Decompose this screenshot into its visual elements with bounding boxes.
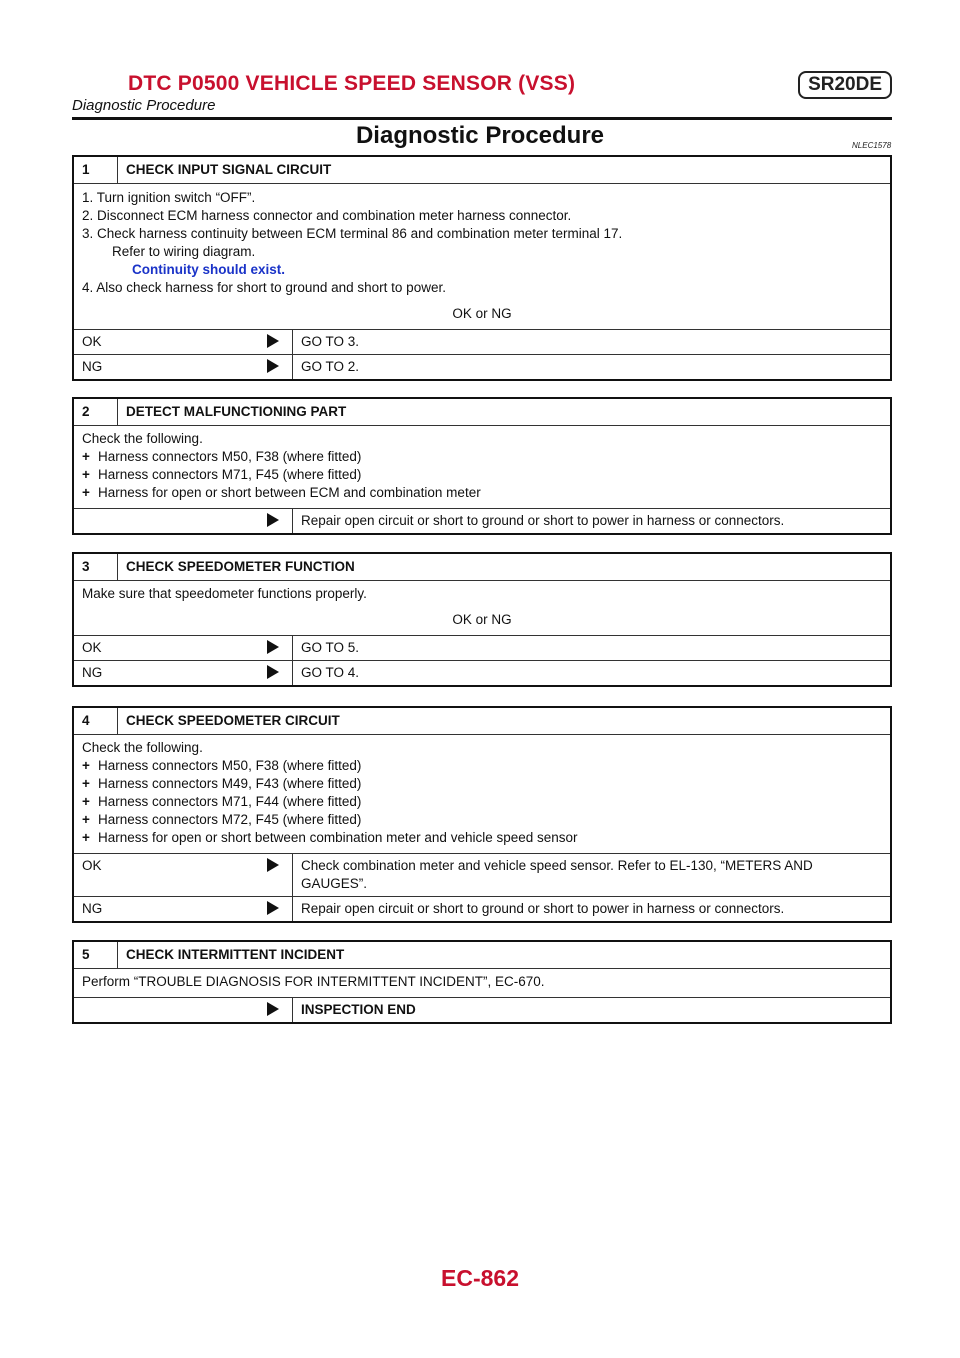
instruction-line: 1. Turn ignition switch “OFF”.: [82, 190, 256, 205]
step-instructions: [74, 184, 890, 330]
result-condition: NG: [82, 901, 103, 916]
step-number: 3: [74, 554, 118, 580]
bullet-text: Harness connectors M50, F38 (where fitted): [98, 758, 362, 773]
step-header: [74, 708, 890, 735]
result-action: Repair open circuit or short to ground or short to power in harness or connectors.: [292, 509, 890, 533]
result-row: [74, 355, 890, 379]
result-action: Check combination meter and vehicle speed sensor. Refer to EL-130, “METERS AND GAUGES”.: [292, 854, 890, 896]
result-row: [74, 998, 890, 1022]
bullet-icon: +: [82, 776, 90, 791]
result-row: [74, 330, 890, 355]
header-title: DTC P0500 VEHICLE SPEED SENSOR (VSS): [128, 72, 576, 95]
step-title: CHECK SPEEDOMETER FUNCTION: [126, 559, 355, 574]
step-number: 1: [74, 157, 118, 183]
bullet-text: Harness for open or short between ECM and combination meter: [98, 485, 481, 500]
arrow-right-icon: [254, 661, 292, 685]
step-instructions: [74, 735, 890, 854]
step-header: [74, 157, 890, 184]
header-subtitle: Diagnostic Procedure: [72, 97, 216, 114]
page-title: Diagnostic Procedure: [355, 122, 605, 149]
result-condition: [74, 998, 254, 1022]
result-row: [74, 661, 890, 685]
arrow-right-icon: [254, 854, 292, 896]
bullet-item: [82, 829, 882, 847]
bullet-item: [82, 811, 882, 829]
bullet-item: [82, 448, 882, 466]
step-header: [74, 399, 890, 426]
result-condition: [74, 509, 254, 533]
result-action: GO TO 4.: [292, 661, 890, 685]
result-condition: NG: [82, 359, 103, 374]
step-3-table: [72, 552, 892, 687]
bullet-text: Harness connectors M72, F45 (where fitted): [98, 812, 362, 827]
bullet-text: Harness connectors M71, F44 (where fitted): [98, 794, 362, 809]
result-action: GO TO 2.: [292, 355, 890, 379]
step-title: CHECK SPEEDOMETER CIRCUIT: [126, 713, 340, 728]
step-2-table: [72, 397, 892, 535]
result-action: GO TO 5.: [292, 636, 890, 660]
step-number: 4: [74, 708, 118, 734]
engine-badge: SR20DE: [798, 71, 892, 99]
step-instructions: [74, 581, 890, 636]
arrow-right-icon: [254, 998, 292, 1022]
result-label: OK or NG: [452, 612, 512, 627]
step-number: 2: [74, 399, 118, 425]
bullet-icon: +: [82, 812, 90, 827]
bullet-icon: +: [82, 758, 90, 773]
bullet-icon: +: [82, 485, 90, 500]
header-divider: [72, 117, 892, 120]
bullet-item: [82, 775, 882, 793]
result-condition: OK: [82, 334, 102, 349]
result-label: OK or NG: [452, 306, 512, 321]
bullet-icon: +: [82, 467, 90, 482]
result-row: [74, 897, 890, 921]
bullet-text: Harness connectors M71, F45 (where fitted): [98, 467, 362, 482]
arrow-right-icon: [254, 509, 292, 533]
bullet-text: Harness for open or short between combination meter and vehicle speed sensor: [98, 830, 578, 845]
step-5-table: [72, 940, 892, 1024]
specification-text: Continuity should exist.: [132, 262, 286, 277]
instruction-line: Check the following.: [82, 431, 203, 446]
page-reference-code: NLEC1578: [852, 141, 892, 150]
step-instructions: [74, 969, 890, 998]
bullet-item: [82, 484, 882, 502]
bullet-icon: +: [82, 449, 90, 464]
bullet-item: [82, 466, 882, 484]
arrow-right-icon: [254, 355, 292, 379]
result-condition: OK: [82, 640, 102, 655]
step-header: [74, 554, 890, 581]
bullet-item: [82, 757, 882, 775]
step-header: [74, 942, 890, 969]
bullet-text: Harness connectors M49, F43 (where fitted): [98, 776, 362, 791]
result-row: [74, 636, 890, 661]
bullet-item: [82, 793, 882, 811]
step-title: CHECK INPUT SIGNAL CIRCUIT: [126, 162, 332, 177]
result-row: [74, 509, 890, 533]
step-number: 5: [74, 942, 118, 968]
result-row: [74, 854, 890, 897]
step-instructions: [74, 426, 890, 509]
step-1-table: [72, 155, 892, 381]
bullet-text: Harness connectors M50, F38 (where fitted): [98, 449, 362, 464]
result-action: GO TO 3.: [292, 330, 890, 354]
arrow-right-icon: [254, 897, 292, 921]
instruction-line: 4. Also check harness for short to ground and short to power.: [82, 280, 446, 295]
instruction-line: 3. Check harness continuity between ECM terminal 86 and combination meter terminal 17.: [82, 226, 623, 241]
arrow-right-icon: [254, 330, 292, 354]
step-title: DETECT MALFUNCTIONING PART: [126, 404, 347, 419]
arrow-right-icon: [254, 636, 292, 660]
instruction-line: Check the following.: [82, 740, 203, 755]
step-title: CHECK INTERMITTENT INCIDENT: [126, 947, 345, 962]
instruction-line: Refer to wiring diagram.: [112, 244, 256, 259]
result-condition: NG: [82, 665, 103, 680]
step-4-table: [72, 706, 892, 923]
instruction-line: Make sure that speedometer functions properly.: [82, 586, 367, 601]
result-action: Repair open circuit or short to ground or short to power in harness or connectors.: [292, 897, 890, 921]
instruction-line: Perform “TROUBLE DIAGNOSIS FOR INTERMITTENT INCIDENT”, EC-670.: [82, 974, 545, 989]
result-action: INSPECTION END: [292, 998, 890, 1022]
page-number: EC-862: [441, 1265, 519, 1291]
bullet-icon: +: [82, 830, 90, 845]
instruction-line: 2. Disconnect ECM harness connector and combination meter harness connector.: [82, 208, 572, 223]
bullet-icon: +: [82, 794, 90, 809]
result-condition: OK: [82, 858, 102, 873]
